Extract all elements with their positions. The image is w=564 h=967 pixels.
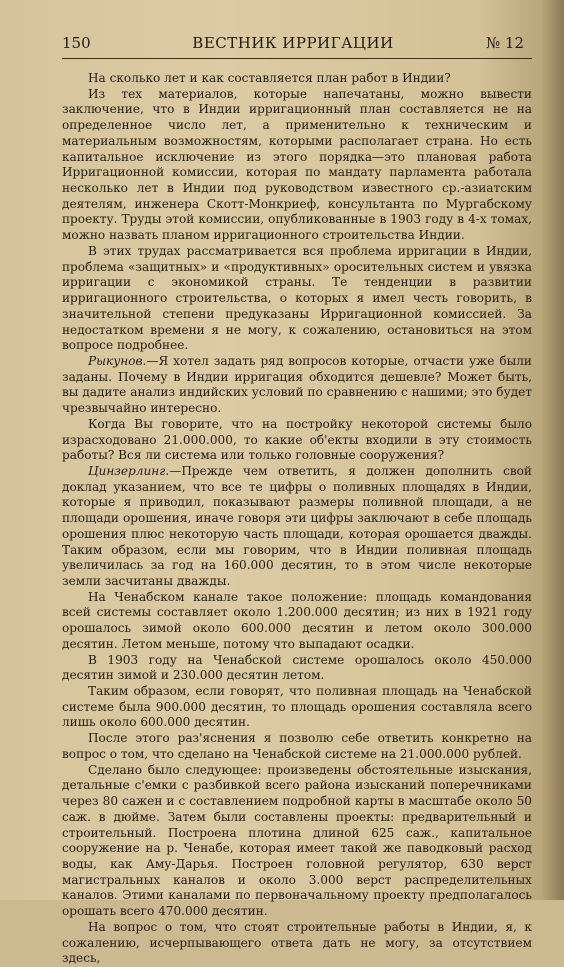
paragraph [62,417,532,464]
journal-title: ВЕСТНИК ИРРИГАЦИИ [192,34,394,52]
article-body [62,71,532,967]
paragraph-text: В 1903 году на Ченабской системе орошалось около 450.000 десятин зимой и 230.000 десятин летом. [62,652,532,683]
page-number: 150 [62,34,91,52]
paragraph-text: —Я хотел задать ряд вопросов которые, отчасти уже были заданы. Почему в Индии ирригация обходится дешевле? Может быть, вы дадите анализ индийских условий по сравнению с нашими; это будет чрезвычайно интересно. [62,353,532,416]
paragraph [62,244,532,354]
paragraph [62,71,532,87]
paragraph [62,653,532,684]
paragraph-text: Сделано было следующее: произведены обстоятельные изыскания, детальные с'емки с разбивкой всего района изысканий поперечниками через 80 сажен и с составлением подробной карты в масштабе около 50 саж. в дюйме. Затем были составлены проекты: предварительный и строительный. Построена плотина длиной 625 саж., капитальное сооружение на р. Ченабе, которая имеет такой же паводковый расход воды, как Аму-Дарья. Построен головной регулятор, 630 верст магистральных каналов и около 3.000 верст распределительных каналов. Этими каналами по первоначальному проекту предполагалось орошать всего 470.000 десятин. [62,762,532,919]
speaker-name: Цинзерлинг. [88,463,170,478]
paragraph-text: На сколько лет и как составляется план работ в Индии? [88,71,451,85]
paragraph-text: На вопрос о том, что стоят строительные работы в Индии, я, к сожалению, исчерпывающего ответа дать не могу, за отсутствием здесь, [62,919,532,966]
speaker-name: Рыкунов. [88,353,147,368]
running-header [62,34,524,54]
paragraph [62,731,532,762]
paragraph-text: —Прежде чем ответить, я должен дополнить свой доклад указанием, что все те цифры о поливных площадях в Индии, которые я приводил, показывают размеры поливной площади, а не площади орошения, иначе говоря эти цифры заключают в себе площадь орошения плюс некоторую часть площади, которая орошается дважды. Таким образом, если мы говорим, что в Индии поливная площадь увеличилась за год на 160.000 десятин, то в этом числе некоторые земли засчитаны дважды. [62,463,532,588]
paragraph [62,354,532,417]
paragraph [62,763,532,920]
paragraph-text: После этого раз'яснения я позволю себе ответить конкретно на вопрос о том, что сделано на Ченабской системе на 21.000.000 рублей. [62,731,532,761]
paragraph [62,464,532,590]
paragraph-text: Когда Вы говорите, что на постройку некоторой системы было израсходовано 21.000.000, то какие об'екты входили в эту стоимость работы? Вся ли система или только головные сооружения? [62,416,532,463]
paragraph-text: Таким образом, если говорят, что поливная площадь на Ченабской системе была 900.000 десятин, то площадь орошения составляла всего лишь около 600.000 десятин. [62,684,532,730]
paragraph-text: На Ченабском канале такое положение: площадь командования всей системы составляет около 1.200.000 десятин; из них в 1921 году орошалось зимой около 600.000 десятин и летом около 300.000 десятин. Летом меньше, потому что выпадают осадки. [62,589,532,651]
paragraph-text: Из тех материалов, которые напечатаны, можно вывести заключение, что в Индии ирригационный план составляется не на определенное число лет, а применительно к техническим и материальным возможностям, которыми располагает страна. Но есть капитальное исключение из этого порядка—это плановая работа Ирригационной комиссии, которая по мандату парламента работала несколько лет в Индии под руководством известного ср.-азиатским деятелям, инженера Скотт-Монкриеф, консультанта по Мургабскому проекту. Труды этой комиссии, опубликованные в 1903 году в 4-х томах, можно назвать планом ирригационного строительства Индии. [62,86,532,243]
paragraph [62,920,532,967]
issue-number: № 12 [485,34,524,52]
header-rule [62,58,532,59]
paragraph-text: В этих трудах рассматривается вся проблема ирригации в Индии, проблема «защитных» и «продуктивных» оросительных систем и увязка ирригации с экономикой страны. Те тенденции в развитии ирригационного строительства, о которых я имел честь говорить, в значительной степени предуказаны Ирригационной комиссией. За недостатком времени я не могу, к сожалению, остановиться на этом вопросе подробнее. [62,243,532,353]
paragraph [62,590,532,653]
paragraph [62,684,532,731]
paragraph [62,87,532,244]
